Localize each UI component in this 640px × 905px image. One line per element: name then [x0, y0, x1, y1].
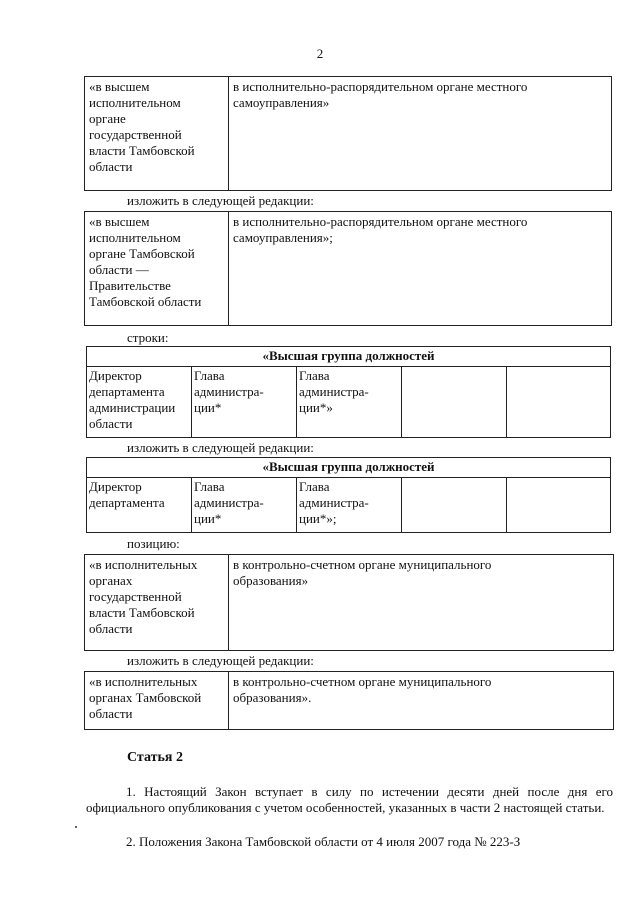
- table-positions-new: [86, 457, 611, 533]
- article-heading: Статья 2: [127, 750, 183, 765]
- cell-line: департамента: [89, 384, 165, 399]
- table-cell-empty: [507, 367, 611, 438]
- table-cell-right: [229, 212, 612, 326]
- table-position-new: [84, 671, 614, 730]
- page-number: 2: [316, 46, 324, 61]
- cell-line: образования»: [233, 573, 309, 588]
- scan-speck: [75, 826, 77, 828]
- table-cell-empty: [402, 478, 507, 533]
- cell-line: ции*: [194, 511, 222, 526]
- cell-line: органе: [89, 111, 126, 126]
- cell-line: ции*: [194, 400, 222, 415]
- table-cell-empty: [507, 478, 611, 533]
- cell-line: ции*»;: [299, 511, 337, 526]
- table-cell: [192, 478, 297, 533]
- cell-line: «в исполнительных: [89, 557, 198, 572]
- cell-line: Тамбовской области: [89, 294, 202, 309]
- cell-line: исполнительном: [89, 95, 181, 110]
- table-positions-original: [86, 346, 611, 438]
- instruction-text: изложить в следующей редакции:: [127, 440, 314, 455]
- table-cell-empty: [402, 367, 507, 438]
- cell-line: «в высшем: [89, 79, 150, 94]
- cell-line: Директор: [89, 479, 142, 494]
- table-cell: [87, 367, 192, 438]
- cell-line: «в исполнительных: [89, 674, 198, 689]
- table-header: «Высшая группа должностей: [87, 458, 611, 478]
- cell-line: в контрольно-счетном органе муниципального: [233, 557, 492, 572]
- instruction-text: позицию:: [127, 536, 180, 551]
- instruction-text: изложить в следующей редакции:: [127, 193, 314, 208]
- instruction-text: изложить в следующей редакции:: [127, 653, 314, 668]
- cell-line: органе Тамбовской: [89, 246, 195, 261]
- table-cell: [87, 478, 192, 533]
- table-cell-left: [85, 672, 229, 730]
- cell-line: администра-: [299, 495, 369, 510]
- table-cell: [192, 367, 297, 438]
- table-cell-right: [229, 672, 614, 730]
- cell-line: в исполнительно-распорядительном органе местного: [233, 214, 528, 229]
- cell-line: Глава: [299, 479, 330, 494]
- cell-line: администра-: [194, 495, 264, 510]
- cell-line: в контрольно-счетном органе муниципального: [233, 674, 492, 689]
- cell-line: ции*»: [299, 400, 333, 415]
- cell-line: области: [89, 706, 133, 721]
- paragraph: 2. Положения Закона Тамбовской области от 4 июля 2007 года № 223-З: [126, 834, 521, 849]
- cell-line: администрации: [89, 400, 176, 415]
- cell-line: в исполнительно-распорядительном органе местного: [233, 79, 528, 94]
- cell-line: области —: [89, 262, 149, 277]
- cell-line: Глава: [299, 368, 330, 383]
- table-position-original: [84, 554, 614, 651]
- cell-line: области: [89, 159, 133, 174]
- cell-line: государственной: [89, 127, 182, 142]
- cell-line: Директор: [89, 368, 142, 383]
- cell-line: области: [89, 621, 133, 636]
- cell-line: образования».: [233, 690, 312, 705]
- cell-line: органах: [89, 573, 133, 588]
- table-cell-right: [229, 555, 614, 651]
- table-cell-left: [85, 77, 229, 191]
- cell-line: Глава: [194, 368, 225, 383]
- table-cell-left: [85, 555, 229, 651]
- cell-line: администра-: [194, 384, 264, 399]
- cell-line: власти Тамбовской: [89, 143, 195, 158]
- table-original-organ: [84, 76, 612, 191]
- cell-line: области: [89, 416, 133, 431]
- table-header: «Высшая группа должностей: [87, 347, 611, 367]
- table-cell-left: [85, 212, 229, 326]
- cell-line: самоуправления»: [233, 95, 330, 110]
- cell-line: «в высшем: [89, 214, 150, 229]
- cell-line: органах Тамбовской: [89, 690, 202, 705]
- table-new-organ: [84, 211, 612, 326]
- cell-line: Правительстве: [89, 278, 171, 293]
- paragraph: 1. Настоящий Закон вступает в силу по истечении десяти дней после дня его официального опубликования с учетом особенностей, указанных в части 2 настоящей статьи.: [86, 784, 613, 815]
- cell-line: государственной: [89, 589, 182, 604]
- cell-line: власти Тамбовской: [89, 605, 195, 620]
- table-cell: [297, 478, 402, 533]
- cell-line: администра-: [299, 384, 369, 399]
- table-cell-right: [229, 77, 612, 191]
- cell-line: департамента: [89, 495, 165, 510]
- table-cell: [297, 367, 402, 438]
- cell-line: исполнительном: [89, 230, 181, 245]
- cell-line: самоуправления»;: [233, 230, 333, 245]
- instruction-text: строки:: [127, 330, 169, 345]
- cell-line: Глава: [194, 479, 225, 494]
